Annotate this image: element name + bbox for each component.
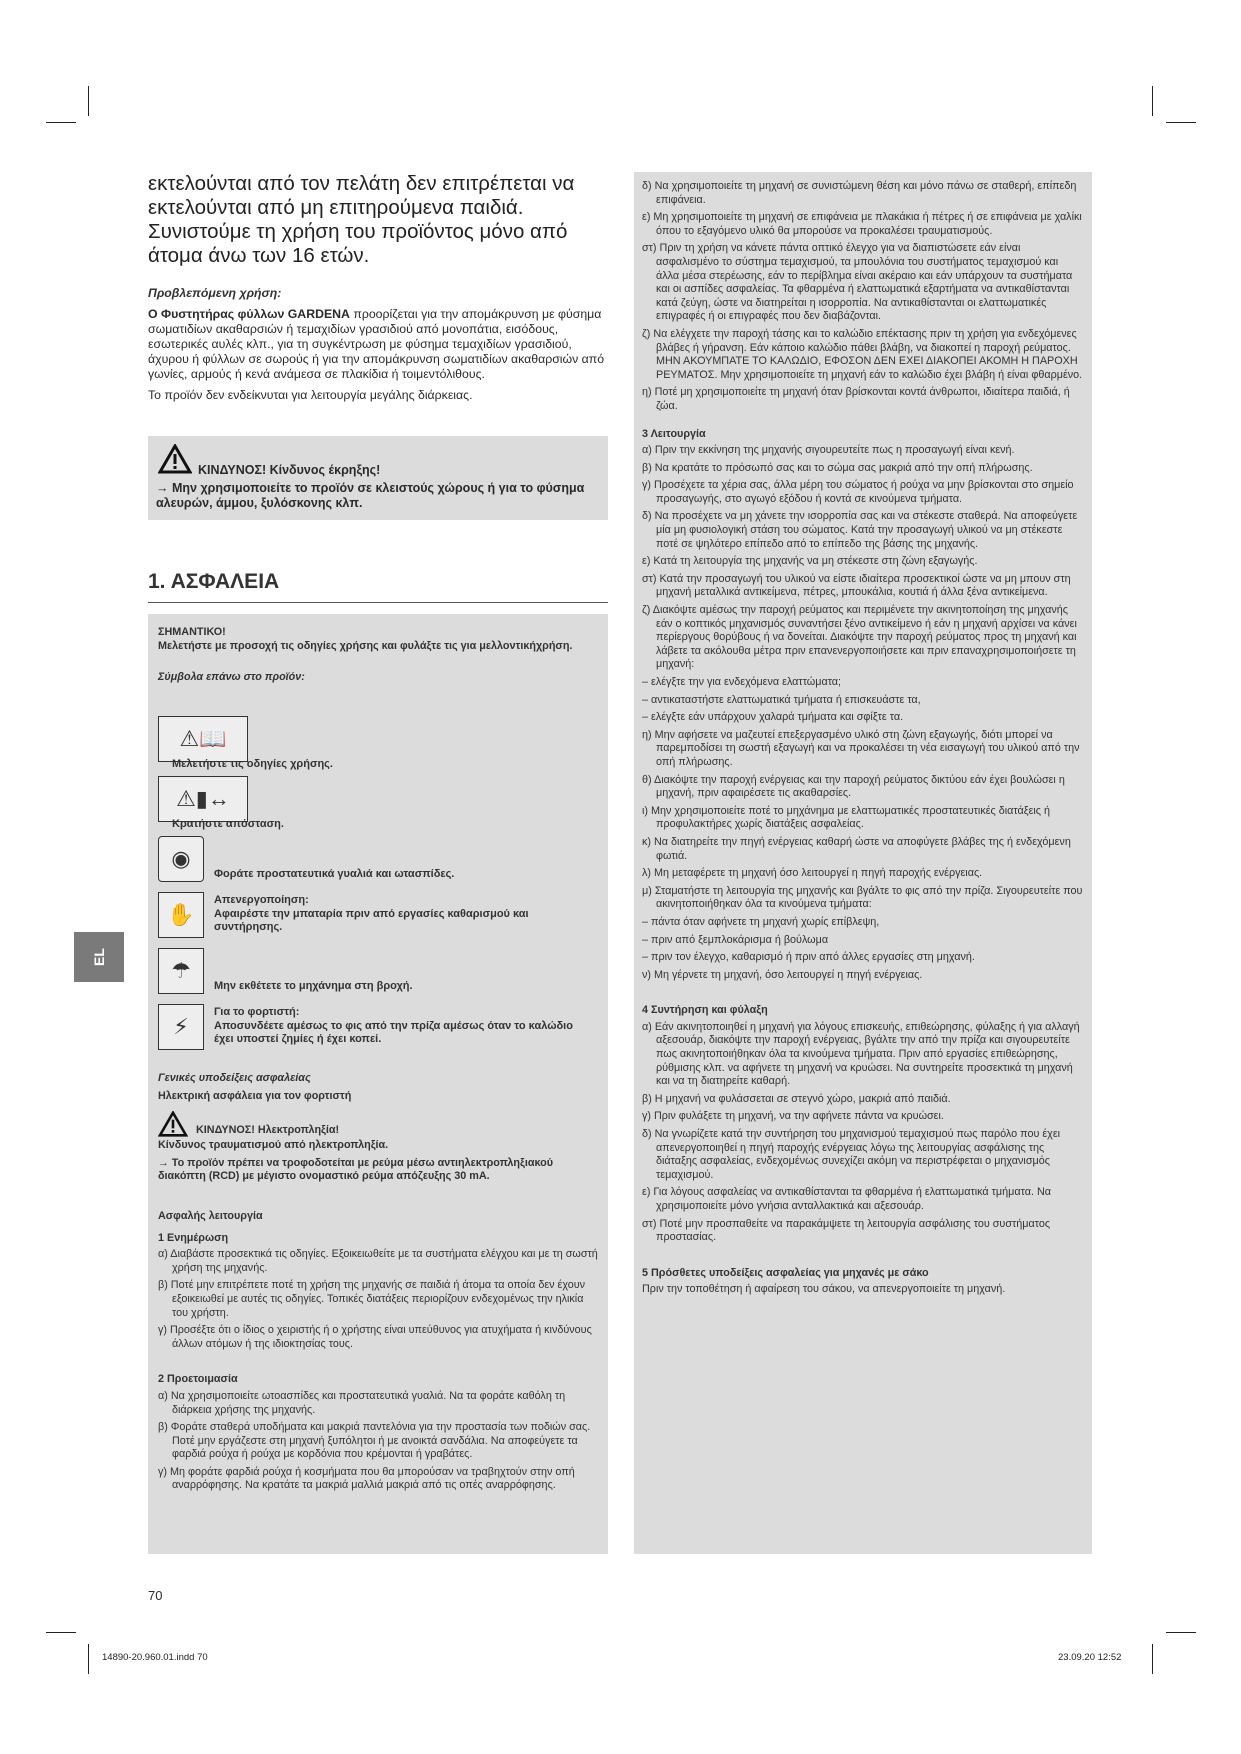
s3-item: ε) Κατά τη λειτουργία της μηχανής να μη στέκεστε στη ζώνη εξαγωγής. [642, 555, 978, 568]
s3-item: δ) Να προσέχετε να μη χάνετε την ισορροπία σας και να στέκεστε σταθερά. Να αποφεύγετε μία μη φυσιολογική στάση του σώματος. Κατά την προσαγωγή υλικού να μη στέκεστε ποτέ σε ψηλότερο επίπεδο από το επίπεδο της βάσης της μηχανής. [642, 510, 1078, 550]
s4-item: ε) Για λόγους ασφαλείας να αντικαθίστανται τα φθαρμένα ή ελαττωματικά τμήματα. Να χρησιμοποιείτε μόνο γνήσια ανταλλακτικά και αξεσουάρ. [642, 1186, 1052, 1212]
crop-mark [46, 122, 76, 123]
s1-title: 1 Ενημέρωση [158, 1231, 229, 1244]
s3-item: ζ) Διακόψτε αμέσως την παροχή ρεύματος και περιμένετε την ακινητοποίηση της μηχανής εάν ο κοπτικός μηχανισμός συναντήσει ξένο αντικείμενο ή εάν η μηχανή αρχίσει να κάνει περίεργους θορύβους ή να δονείται. Διακόψτε την παροχή ρεύματος προς τη μηχανή και λάβετε τα ακόλουθα μέτρα πριν επανενεργοποιήσετε και πριν επαναχρησιμοποιήσετε τη μηχανή: [642, 604, 1077, 671]
s3-item: λ) Μη μεταφέρετε τη μηχανή όσο λειτουργεί η πηγή παροχής ενέργειας. [642, 867, 983, 880]
s3-item: α) Πριν την εκκίνηση της μηχανής σιγουρευτείτε πως η προσαγωγή είναι κενή. [642, 444, 1015, 457]
s5-title: 5 Πρόσθετες υποδείξεις ασφαλείας για μηχανές με σάκο [642, 1266, 929, 1279]
right-safety-box [634, 172, 1092, 1554]
s1-item: γ) Προσέξτε ότι ο ίδιος ο χειριστής ή ο χρήστης είναι υπεύθυνος για ατυχήματα ή κινδύνους άλλων ατόμων ή της ιδιοκτησίας τους. [158, 1324, 592, 1350]
symbol-text-1: Μελετήστε τις οδηγίες χρήσης. [172, 758, 333, 770]
s3-item: – πάντα όταν αφήνετε τη μηχανή χωρίς επίβλεψη, [642, 915, 880, 928]
warning-manual-icon: ⚠📖 [158, 716, 248, 762]
s2-item: β) Φοράτε σταθερά υποδήματα και μακριά παντελόνια για την προστασία των ποδιών σας. Ποτέ μην εργάζεστε στη μηχανή ξυπόλητοι ή με ανοικτά σανδάλια. Να αποφεύγετε τα φαρδιά ρούχα ή ρούχα με κορδόνια που κρέμονται ή γραβάτες. [158, 1421, 591, 1461]
s4-title: 4 Συντήρηση και φύλαξη [642, 1004, 768, 1017]
s5-text: Πριν την τοποθέτηση ή αφαίρεση του σάκου, να απενεργοποιείτε τη μηχανή. [642, 1283, 1006, 1296]
switch-off-icon: ✋ [158, 892, 204, 938]
intended-use-heading: Προβλεπόμενη χρήση: [148, 286, 282, 300]
s4-item: β) Η μηχανή να φυλάσσεται σε στεγνό χώρο, μακριά από παιδιά. [642, 1092, 951, 1105]
danger-title: ΚΙΝΔΥΝΟΣ! Κίνδυνος έκρηξης! [198, 463, 381, 477]
s4-item: γ) Πριν φυλάξετε τη μηχανή, να την αφήνετε πάντα να κρυώσει. [642, 1110, 944, 1123]
s3-item: γ) Προσέχετε τα χέρια σας, άλλα μέρη του σώματος ή ρούχα να μην βρίσκονται στο σημείο προσαγωγής, στο αγωγό εξόδου ή κοντά σε κινούμενα τμήματα. [642, 479, 1074, 505]
s3-item: β) Να κρατάτε το πρόσωπό σας και το σώμα σας μακριά από την οπή πλήρωσης. [642, 461, 1033, 474]
list-item: η) Ποτέ μη χρησιμοποιείτε τη μηχανή όταν βρίσκονται κοντά άνθρωποι, ιδιαίτερα παιδιά, ή ζώα. [642, 386, 1070, 412]
s4-item: στ) Ποτέ μην προσπαθείτε να παρακάμψετε τη λειτουργία ασφάλισης του συστήματος προστασίας. [642, 1217, 1051, 1244]
list-item: στ) Πριν τη χρήση να κάνετε πάντα οπτικό έλεγχο για να διαπιστώσετε εάν είναι ασφαλισμένο το σύστημα τεμαχισμού, τα μπουλόνια του συστήματος τεμαχισμού και άλλα μέσα στερέωσης, εάν το περίβλημα είναι ακέραιο και εάν υπάρχουν τα συστήματα και οι ασπίδες ασφαλείας. Τα φθαρμένα ή ελαττωματικά εξαρτήματα να αντικαθίστανται κατά ζεύγη, ώστε να διατηρείται η ισορροπία. Να αντικαθίστανται οι ελαττωματικές επιγραφές ή οι επιγραφές που δεν διαβάζονται. [642, 242, 1073, 323]
intended-use-text: Ο Φυστητήρας φύλλων GARDENA προορίζεται για την απομάκρυνση με φύσημα σωματιδίων ακαθαρσιών ή τεμαχιδίων γρασιδιού από μονοπάτια, εισόδους, εσωτερικές αυλές κλπ., για τη συγκέντρωση με φύσημα τεμαχιδίων γρασιδιού, άχυρου ή φύλλων σε σωρούς ή για την απομάκρυνση σωματιδίων ακαθαρσιών από γωνίες, αρμούς ή κενά ανάμεσα σε πλακίδια ή τοιμεντόλιθους. [148, 307, 605, 381]
symbol-text-5: Μην εκθέτετε το μηχάνημα στη βροχή. [214, 980, 413, 992]
s3-item: η) Μην αφήσετε να μαζευτεί επεξεργασμένο υλικό στη ζώνη εξαγωγής, διότι μπορεί να παρεμποδίσει τη σωστή εξαγωγή και να προκαλέσει τη νέα εισαγωγή του υλικού από την οπή πλήρωσης. [642, 728, 1080, 768]
danger-text: → Μην χρησιμοποιείτε το προϊόν σε κλειστούς χώρους ή για το φύσημα αλευρών, άμμου, ξυλόσκονης κλπ. [156, 481, 585, 510]
s3-item: θ) Διακόψτε την παροχή ενέργειας και την παροχή ρεύματος δικτύου εάν έχει βουλώσει η μηχανή, πριν αφαιρέσετε τις ακαθαρσίες. [642, 773, 1065, 800]
electric-danger [158, 1111, 598, 1137]
s3-item: – ελέγξτε την για ενδεχόμενα ελαττώματα; [642, 676, 842, 688]
crop-mark [1166, 1632, 1196, 1633]
s4-item: α) Εάν ακινητοποιηθεί η μηχανή για λόγους επισκευής, επιθεώρησης, φύλαξης ή για αλλαγή αξεσουάρ, διακόψτε την παροχή ενέργειας, βγάλτε την από την πρίζα και σιγουρευτείτε πως ακινητοποιήθηκαν όλα τα κινούμενα τμήματα. Πριν από εργασίες επιθεώρησης, ρύθμισης κλπ. να αφήνετε τη μηχανή να κρυώσει. Να συντηρείτε προσεκτικά τη μηχανή και να τη διατηρείτε καθαρή. [642, 1020, 1080, 1088]
crop-mark [46, 1632, 76, 1633]
language-tab: EL [74, 932, 124, 982]
intro-text: εκτελούνται από τον πελάτη δεν επιτρέπεται να εκτελούνται από μη επιτηρούμενα παιδιά. Συνιστούμε τη χρήση του προϊόντος μόνο από άτομα άνω των 16 ετών. [148, 172, 575, 267]
footer-date: 23.09.20 12:52 [1058, 1652, 1122, 1663]
general-heading: Γενικές υποδείξεις ασφαλείας [158, 1072, 311, 1084]
keep-distance-icon: ⚠▮↔ [158, 776, 248, 822]
s3-item: ι) Μην χρησιμοποιείτε ποτέ το μηχάνημα με ελαττωματικές προστατευτικές διατάξεις ή προφυλακτήρες χωρίς διατάξεις ασφαλείας. [642, 804, 1050, 831]
s2-title: 2 Προετοιμασία [158, 1373, 238, 1386]
s3-item: ν) Μη γέρνετε τη μηχανή, όσο λειτουργεί η πηγή ενέργειας. [642, 968, 923, 981]
s2-item: α) Να χρησιμοποιείτε ωτοασπίδες και προστατευτικά γυαλιά. Να τα φοράτε καθόλη τη διάρκεια χρήσης της μηχανής. [158, 1389, 566, 1416]
symbol-text-3: Φοράτε προστατευτικά γυαλιά και ωτασπίδες. [214, 868, 455, 880]
s3-item: – ελέγξτε εάν υπάρχουν χαλαρά τμήματα και σφίξτε τα. [642, 711, 904, 724]
s3-item: – πριν τον έλεγχο, καθαρισμό ή πριν από άλλες εργασίες στη μηχανή. [642, 951, 975, 964]
s2-item: γ) Μη φοράτε φαρδιά ρούχα ή κοσμήματα που θα μπορούσαν να τραβηχτούν στην οπή αναρρόφησης. Να κρατάτε τα μακριά μαλλιά μακριά από τις οπές αναρρόφησης. [158, 1465, 575, 1492]
s3-item: στ) Κατά την προσαγωγή του υλικού να είστε ιδιαίτερα προσεκτικοί ώστε να μη μπουν στη μηχανή μεταλλικά αντικείμενα, πέτρες, μπουκάλια, κουτιά ή άλλα ξένα αντικείμενα. [642, 572, 1071, 599]
left-safety-box [148, 614, 608, 1554]
list-item: δ) Να χρησιμοποιείτε τη μηχανή σε συνιστώμενη θέση και μόνο πάνω σε σταθερή, επίπεδη επιφάνεια. [642, 180, 1077, 206]
explosion-danger-box [148, 436, 608, 520]
s3-title: 3 Λειτουργία [642, 427, 706, 440]
important-text: Μελετήστε με προσοχή τις οδηγίες χρήσης και φυλάξτε τις για μελλοντικήχρήση. [158, 639, 573, 652]
symbols-heading: Σύμβολα επάνω στο προϊόν: [158, 671, 305, 684]
important-label: ΣΗΜΑΝΤΙΚΟ! [158, 626, 226, 638]
s3-item: μ) Σταματήστε τη λειτουργία της μηχανής και βγάλτε το φις από την πρίζα. Σιγουρευτείτε που ακινητοποιήθηκαν όλα τα κινούμενα τμήματα: [642, 884, 1083, 911]
s1-item: β) Ποτέ μην επιτρέπετε ποτέ τη χρήση της μηχανής σε παιδιά ή άτομα τα οποία δεν έχουν εξοικειωθεί με αυτές τις οδηγίες. Τοπικές διατάξεις περιορίζουν ενδεχομένως την ηλικία του χρήστη. [158, 1279, 586, 1319]
crop-mark [1166, 122, 1196, 123]
symbol-text-4: Απενεργοποίηση: Αφαιρέστε την μπαταρία πριν από εργασίες καθαρισμού και συντήρησης. [214, 894, 529, 933]
symbol-text-2: Κρατήστε απόσταση. [172, 818, 284, 830]
s4-item: δ) Να γνωρίζετε κατά την συντήρηση του μηχανισμού τεμαχισμού πως παρόλο που έχει απενεργοποιηθεί η πηγή παροχής ενέργειας λόγω της λειτουργίας ασφάλισης της διάταξης ασφαλείας, ενδεχομένως συνεχίζει ακόμη να περιστρέφεται ο μηχανισμός τεμαχισμού. [642, 1128, 1061, 1181]
list-item: ζ) Να ελέγχετε την παροχή τάσης και το καλώδιο επέκτασης πριν τη χρήση για ενδεχόμενες βλάβες ή γήρανση. Εάν κάποιο καλώδιο πάθει βλάβη, να διακοπεί η παροχή ρεύματος. ΜΗΝ ΑΚΟΥΜΠΑΤΕ ΤΟ ΚΑΛΩΔΙΟ, ΕΦΟΣΟΝ ΔΕΝ ΕΧΕΙ ΔΙΑΚΟΠΕΙ ΑΚΟΜΗ Η ΠΑΡΟΧΗ ΡΕΥΜΑΤΟΣ. Μην χρησιμοποιείτε τη μηχανή εάν το καλώδιο έχει βλάβη ή είναι φθαρμένο. [642, 327, 1083, 381]
electric-danger-text: → Το προϊόν πρέπει να τροφοδοτείται με ρεύμα μέσω αντιηλεκτροπληξιακού διακόπτη (RCD) με μέγιστο ονομαστικό ρεύμα απόζευξης 30 mA. [158, 1156, 554, 1183]
crop-mark [1152, 1644, 1153, 1674]
crop-mark [88, 1644, 89, 1674]
electric-danger-title: ΚΙΝΔΥΝΟΣ! Ηλεκτροπληξία! [196, 1123, 340, 1136]
footer-file: 14890-20.960.01.indd 70 [102, 1652, 208, 1663]
electric-danger-sub: Κίνδυνος τραυματισμού από ηλεκτροπληξία. [158, 1139, 389, 1152]
safe-op-heading: Ασφαλής λειτουργία [158, 1209, 263, 1222]
crop-mark [88, 86, 89, 116]
section-title: 1. ΑΣΦΑΛΕΙΑ [148, 570, 608, 603]
page-number: 70 [148, 1588, 163, 1603]
warning-icon [158, 1111, 188, 1137]
warning-icon [158, 444, 192, 479]
intended-use-note: Το προϊόν δεν ενδείκνυται για λειτουργία μεγάλης διάρκειας. [148, 388, 473, 402]
symbol-text-6: Για το φορτιστή: Αποσυνδέετε αμέσως το φις από την πρίζα αμέσως όταν το καλώδιο έχει υποστεί ζημίες ή έχει κοπεί. [214, 1006, 573, 1045]
general-sub: Ηλεκτρική ασφάλεια για τον φορτιστή [158, 1089, 352, 1102]
list-item: ε) Μη χρησιμοποιείτε τη μηχανή σε επιφάνεια με πλακάκια ή πέτρες ή σε επιφάνεια με χαλίκι όπου το εξαγόμενο υλικό θα μπορούσε να προκαλέσει τραυματισμούς. [642, 211, 1082, 237]
s3-item: – αντικαταστήστε ελαττωματικά τμήματα ή επισκευάστε τα, [642, 693, 921, 706]
goggles-earmuffs-icon: ◉ [158, 836, 204, 882]
intended-use [148, 286, 608, 409]
s1-item: α) Διαβάστε προσεκτικά τις οδηγίες. Εξοικειωθείτε με τα συστήματα ελέγχου και με τη σωστή χρήση της μηχανής. [158, 1248, 598, 1274]
s3-item: κ) Να διατηρείτε την πηγή ενέργειας καθαρή ώστε να αποφύγετε βλάβες της ή ενδεχόμενη φωτιά. [642, 835, 1071, 862]
crop-mark [1152, 86, 1153, 116]
s3-item: – πριν από ξεμπλοκάρισμα ή βούλωμα [642, 933, 829, 946]
no-rain-icon: ☂ [158, 948, 204, 994]
charger-icon: ⚡ [158, 1004, 204, 1050]
